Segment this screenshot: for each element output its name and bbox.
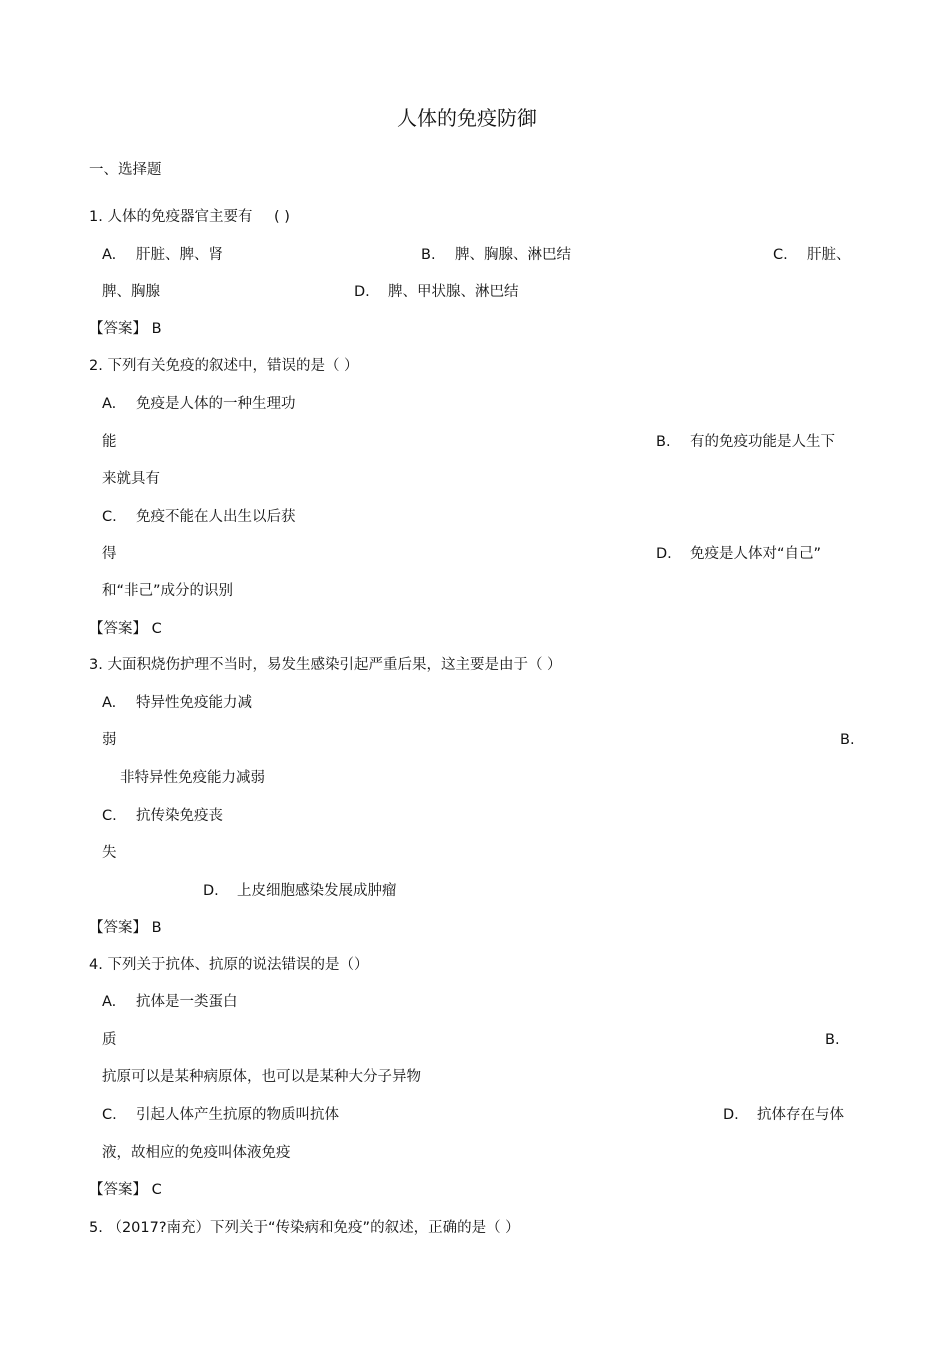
option-d-text: 免疫是人体对“自己” xyxy=(690,546,822,562)
option-d-letter: D. xyxy=(203,883,219,899)
option-c-text: 引起人体产生抗原的物质叫抗体 xyxy=(136,1107,339,1123)
answer-key: 【答案】 C xyxy=(89,621,162,637)
option-c-letter: C. xyxy=(102,808,117,824)
option-a-letter: A. xyxy=(102,396,117,412)
option-a-letter: A. xyxy=(102,695,117,711)
option-b-letter: B. xyxy=(825,1032,840,1048)
option-b-letter: B. xyxy=(421,247,436,263)
option-a-text-cont: 质 xyxy=(102,1032,117,1048)
option-d-letter: D. xyxy=(723,1107,739,1123)
option-a-letter: A. xyxy=(102,247,117,263)
option-b-text-cont: 来就具有 xyxy=(102,471,160,487)
option-d-letter: D. xyxy=(354,284,370,300)
option-b-letter: B. xyxy=(840,732,855,748)
option-a-text: 抗体是一类蛋白 xyxy=(136,994,238,1010)
question-stem: 4. 下列关于抗体、抗原的说法错误的是（） xyxy=(89,957,369,973)
option-c-letter: C. xyxy=(102,1107,117,1123)
question-stem: 5. （2017?南充）下列关于“传染病和免疫”的叙述，正确的是（ ） xyxy=(89,1220,520,1236)
option-c-text-cont: 失 xyxy=(102,845,117,861)
option-b-text: 脾、胸腺、淋巴结 xyxy=(455,247,571,263)
option-c-text-cont: 得 xyxy=(102,546,117,562)
option-b-text: 抗原可以是某种病原体，也可以是某种大分子异物 xyxy=(102,1069,421,1085)
option-c-text: 抗传染免疫丧 xyxy=(136,808,223,824)
option-c-text-cont: 脾、胸腺 xyxy=(102,284,160,300)
option-b-text: 有的免疫功能是人生下 xyxy=(690,434,835,450)
option-b-text: 非特异性免疫能力减弱 xyxy=(120,770,265,786)
option-d-text: 上皮细胞感染发展成肿瘤 xyxy=(237,883,397,899)
option-a-text: 肝脏、脾、肾 xyxy=(136,247,223,263)
answer-key: 【答案】 C xyxy=(89,1182,162,1198)
option-d-text: 脾、甲状腺、淋巴结 xyxy=(388,284,519,300)
answer-key: 【答案】 B xyxy=(89,920,162,936)
option-d-text-cont: 和“非己”成分的识别 xyxy=(102,583,234,599)
option-d-text: 抗体存在与体 xyxy=(757,1107,844,1123)
option-b-letter: B. xyxy=(656,434,671,450)
page-title: 人体的免疫防御 xyxy=(397,106,537,130)
option-c-letter: C. xyxy=(773,247,788,263)
answer-blank: ( ) xyxy=(274,209,290,225)
section-heading: 一、选择题 xyxy=(89,162,162,178)
option-a-text-cont: 弱 xyxy=(102,732,117,748)
question-stem: 3. 大面积烧伤护理不当时，易发生感染引起严重后果，这主要是由于（ ） xyxy=(89,657,562,673)
answer-key: 【答案】 B xyxy=(89,321,162,337)
option-a-text-cont: 能 xyxy=(102,434,117,450)
option-a-text: 特异性免疫能力减 xyxy=(136,695,252,711)
option-c-text: 免疫不能在人出生以后获 xyxy=(136,509,296,525)
option-a-text: 免疫是人体的一种生理功 xyxy=(136,396,296,412)
option-d-letter: D. xyxy=(656,546,672,562)
option-d-text-cont: 液，故相应的免疫叫体液免疫 xyxy=(102,1145,291,1161)
option-c-letter: C. xyxy=(102,509,117,525)
option-a-letter: A. xyxy=(102,994,117,1010)
question-stem: 1. 人体的免疫器官主要有 xyxy=(89,209,253,225)
option-c-text: 肝脏、 xyxy=(807,247,851,263)
question-stem: 2. 下列有关免疫的叙述中，错误的是（ ） xyxy=(89,358,359,374)
